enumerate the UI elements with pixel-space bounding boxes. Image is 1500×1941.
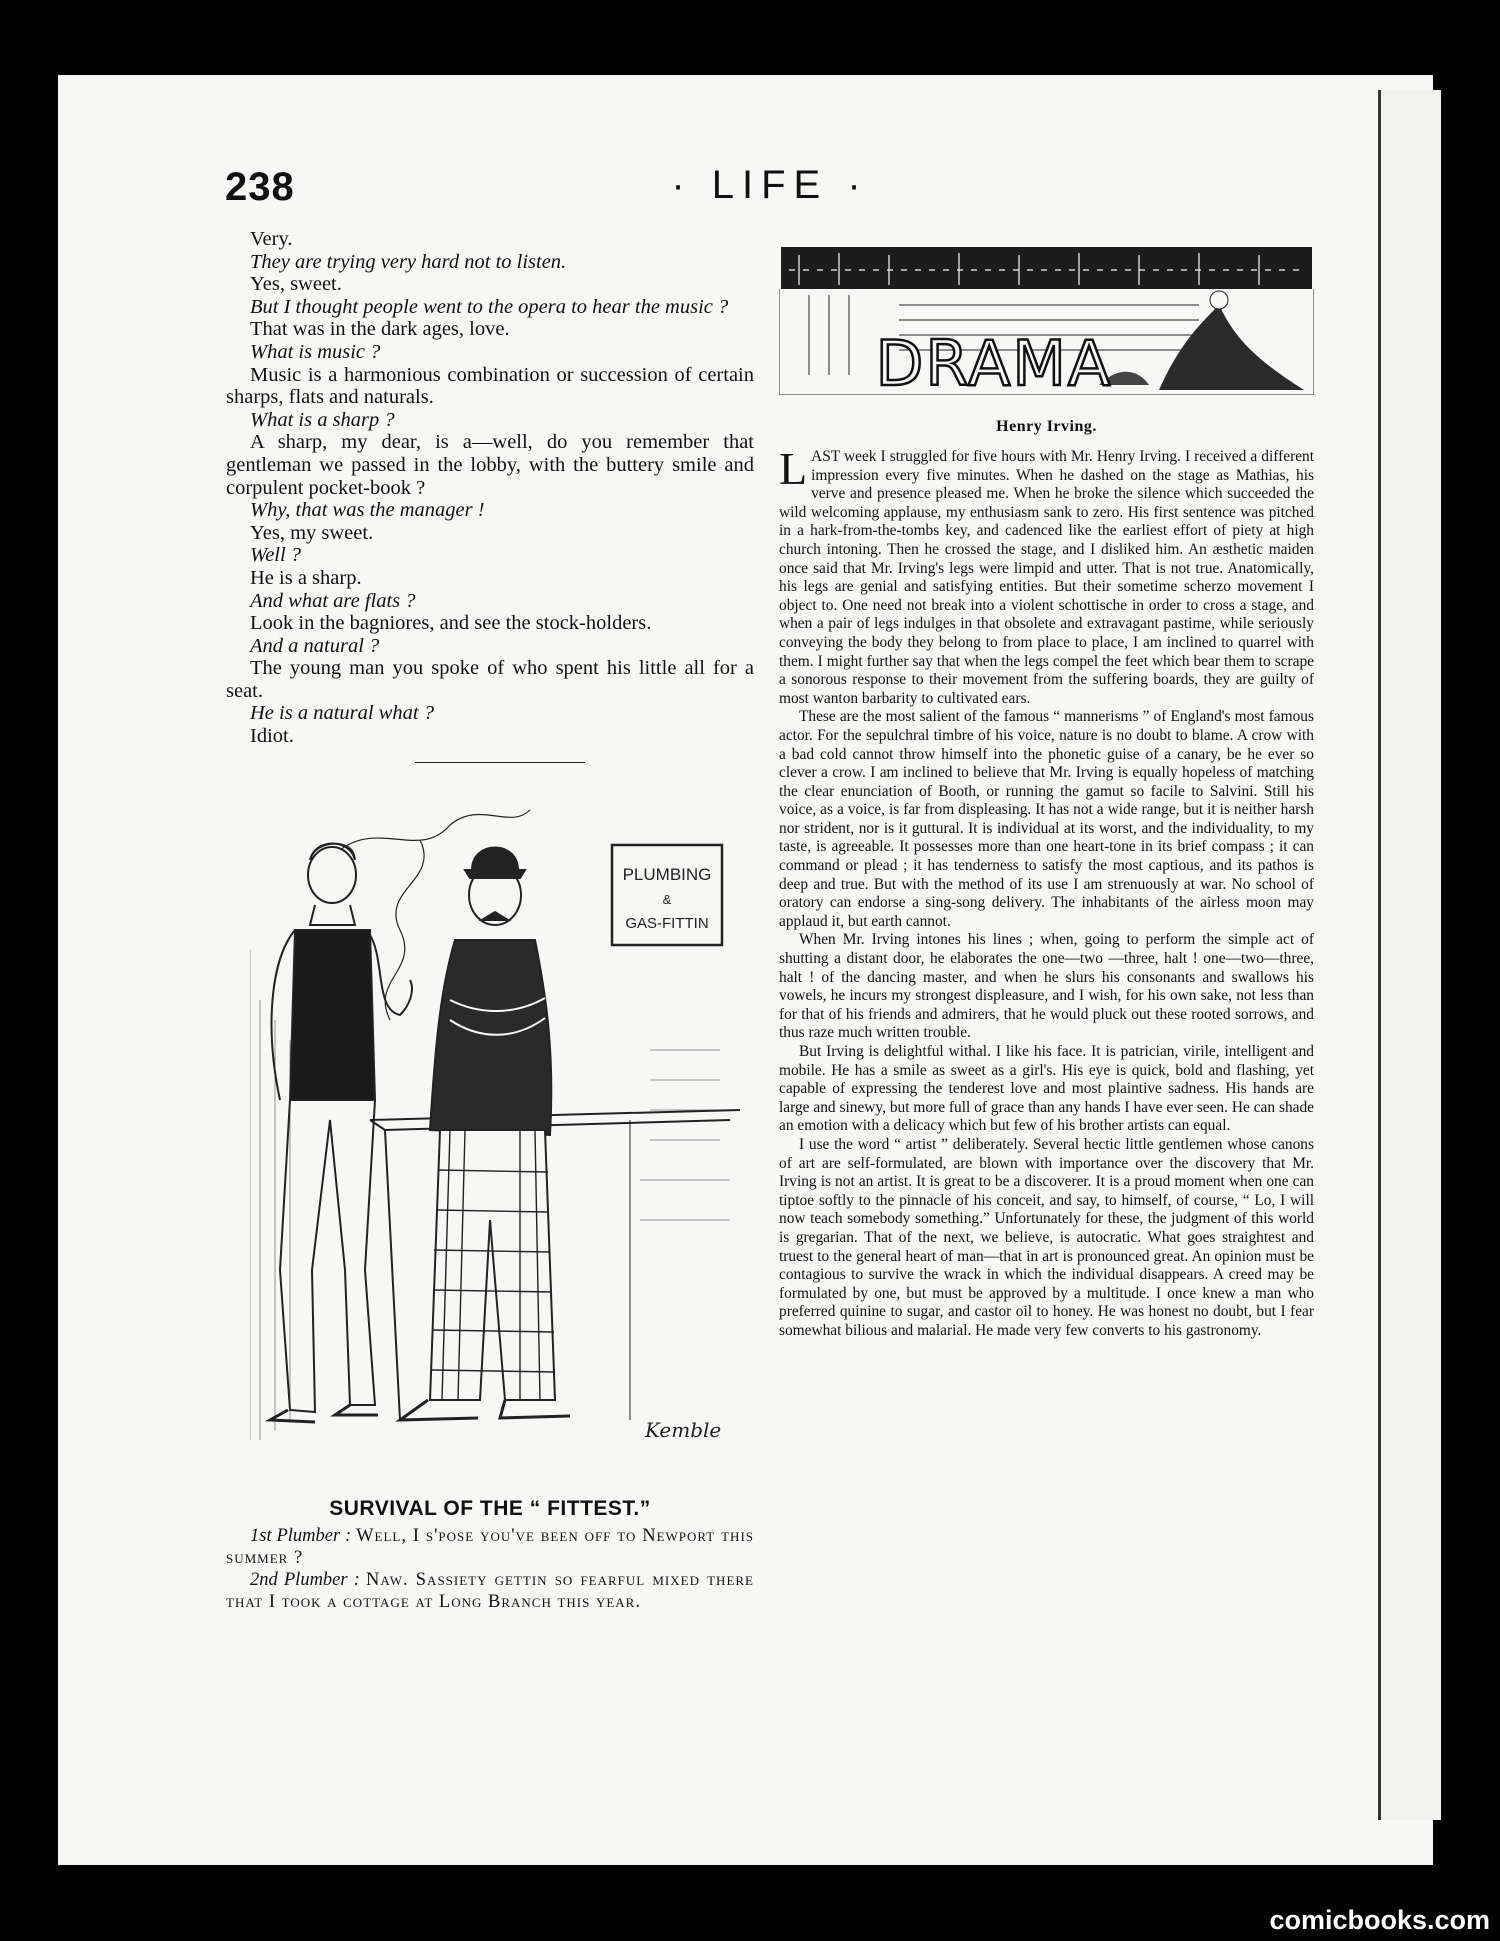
caption-line: Naw. Sassiety gettin so fearful mixed there that I took a cottage at Long Branch this year. (226, 1570, 754, 1612)
dialogue-line: Look in the bagniores, and see the stock-holders. (250, 612, 652, 635)
article-paragraph: LAST week I struggled for five hours with Mr. Henry Irving. I received a different impression every five minutes. When he dashed on the stage as Mathias, his verve and presence pleased me. When he broke the silence which succeeded the wild welcoming applause, my enthusiasm sank to zero. His first sentence was pitched in a hark-from-the-tombs key, and cadenced like the earliest effort of piety at high church intoning. Then he crossed the stage, and I disliked him. An æsthetic maiden once said that Mr. Irving's legs were limpid and utter. That is not true. Anatomically, his legs are genial and satisfying entities. But their sometime scherzo movement I object to. One need not break into a violent schottische in order to cross a stage, and when a pair of legs indulges in that obsolete and extravagant pastime, while seriously conveying the body they belong to from place to place, I am inclined to quarrel with them. I might further say that when the legs compel the feet which bear them to scrape a sonorous response to their movement from the suffering boards, they are guilty of most wanton barbarity to cultivated ears. (779, 443, 1314, 707)
speaker-label: 2nd Plumber : (250, 1570, 360, 1590)
dialogue-line: What is music ? (250, 340, 381, 363)
artist-signature: Kemble (645, 1418, 722, 1442)
facing-page-edge (1378, 90, 1441, 1820)
caption-line: Well, I s'pose you've been off to Newport this summer ? (226, 1526, 755, 1568)
drop-cap: L (779, 443, 808, 494)
dialogue-line: He is a sharp. (250, 566, 362, 589)
dialogue-line: And what are flats ? (250, 589, 416, 612)
plumbers-cartoon (250, 800, 750, 1470)
cartoon-title: SURVIVAL OF THE “ FITTEST.” (329, 1497, 651, 1520)
dialogue-line: Yes, sweet. (250, 273, 342, 296)
masthead: · LIFE · (671, 163, 869, 207)
dialogue-line: A sharp, my dear, is a—well, do you remember that gentleman we passed in the lobby, with the buttery smile and corpulent pocket-book ? (226, 431, 754, 499)
sign-text-gasfitting: GAS-FITTIN (625, 915, 709, 932)
dialogue-line: Why, that was the manager ! (250, 499, 485, 522)
article-paragraph: These are the most salient of the famous “ mannerisms ” of England's most famous actor. For the sepulchral timbre of his voice, nature is no doubt to blame. A crow with a bad cold cannot throw himself into the phonetic guise of a canary, be he ever so clever a crow. I am inclined to believe that Mr. Irving is equally hopeless of matching the clear enunciation of Booth, or running the gamut so facile to Salvini. Still his voice, as a voice, is far from displeasing. It has not a wide range, but it is neither harsh nor strident, nor is it guttural. It is individual at its worst, and the individuality, to my taste, is agreeable. It possesses more than one heart-tone in its brief compass ; it can command or plead ; it has tenderness to satisfy the most captious, and its pathos is deep and true. But with the method of its use I am strenuously at war. No school of oratory can endorse a sing-song delivery. The inhabitants of the airless moon may applaud it, but earth cannot. (779, 708, 1314, 930)
dialogue-line: Yes, my sweet. (250, 521, 374, 544)
dialogue-line: Well ? (250, 544, 302, 567)
article-paragraph: When Mr. Irving intones his lines ; when, going to perform the simple act of shutting a distant door, he elaborates the one—two —three, halt ! one—two—three, halt ! of the dancing master, and when he slurs his consonants and swallows his vowels, he incurs my strongest displeasure, and I wish, for his own sake, not less than for that of his friends and admirers, that he would pluck out these rooted sorrows, and thus raze much written trouble. (779, 931, 1314, 1042)
article-paragraph: But Irving is delightful withal. I like his face. It is patrician, virile, intelligent and mobile. He has a smile as sweet as a girl's. His eye is quick, bold and flashing, yet capable of expressing the tenderest love and most plaintive sadness. His hands are large and sinewy, but more full of grace than any hands I have ever seen. He can shade an emotion with a delicacy which but few of his brother artists can equal. (779, 1043, 1314, 1135)
sign-text-ampersand: & (662, 892, 672, 907)
page-number: 238 (225, 165, 295, 209)
dialogue-line: What is a sharp ? (250, 408, 395, 431)
article-title: Henry Irving. (996, 418, 1097, 435)
sign-text-plumbing: PLUMBING (622, 865, 712, 884)
site-watermark: comicbooks.com (1269, 1905, 1490, 1935)
dialogue-column (226, 228, 754, 763)
cartoon-caption (226, 1525, 754, 1613)
section-divider (415, 762, 585, 763)
dialogue-line: But I thought people went to the opera to hear the music ? (250, 295, 729, 318)
dialogue-line: That was in the dark ages, love. (250, 318, 510, 341)
dialogue-line: And a natural ? (250, 634, 380, 657)
dialogue-line: Idiot. (250, 725, 294, 748)
dialogue-line: The young man you spoke of who spent his little all for a seat. (226, 657, 754, 702)
dialogue-line: He is a natural what ? (250, 702, 434, 725)
speaker-label: 1st Plumber : (250, 1526, 352, 1546)
dialogue-line: Very. (250, 228, 293, 250)
article-paragraph: I use the word “ artist ” deliberately. Several hectic little gentlemen whose canons of art are self-formulated, are blown with importance over the discovery that Mr. Irving is not an artist. It is great to be a discoverer. It is a proud moment when one can tiptoe softly to the pinnacle of his conceit, and say, to himself, of course, “ Lo, I will now teach somebody something.” Unfortunately for these, the judgment of this world is gregarian. That of the next, we believe, is autocratic. What goes straightest and truest to the general heart of man—that in art is pronounced great. An opinion must be contagious to survive the wrack in which the individual disappears. A creed may be formulated by one, but must be approved by a multitude. I once knew a man who preferred quinine to sugar, and castor oil to honey. He was honest no doubt, but I fear somewhat bilious and malarial. He made very few converts to his gastronomy. (779, 1135, 1314, 1339)
drama-banner (779, 245, 1314, 395)
drama-banner-word: DRAMA (875, 327, 1113, 395)
article-body (779, 443, 1314, 1341)
dialogue-line: Music is a harmonious combination or succession of certain sharps, flats and naturals. (226, 363, 754, 409)
dialogue-line: They are trying very hard not to listen. (250, 250, 567, 273)
